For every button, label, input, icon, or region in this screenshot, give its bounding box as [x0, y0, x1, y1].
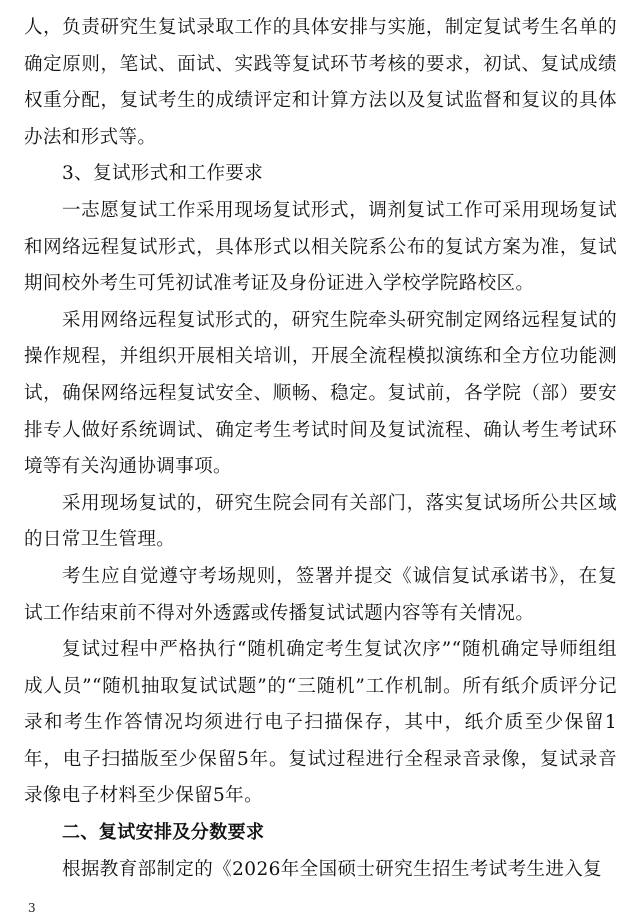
paragraph-three-random: 复试过程中严格执行“随机确定考生复试次序”“随机确定导师组组成人员”“随机抽取复试试题”的“三随机”工作机制。所有纸介质评分记录和考生作答情况均须进行电子扫描保存，其中，纸介质至少保留1年，电子扫描版至少保留5年。复试过程进行全程录音录像，复试录音录像电子材料至少保留5年。	[24, 639, 617, 807]
paragraph-retest-mode: 一志愿复试工作采用现场复试形式，调剂复试工作可采用现场复试和网络远程复试形式，具体形式以相关院系公布的复试方案为准，复试期间校外考生可凭初试准考证及身份证进入学校学院路校区。	[24, 199, 617, 295]
paragraph-ministry-basis: 根据教育部制定的《2026年全国硕士研究生招生考试考生进入复	[62, 858, 603, 880]
paragraph-continued: 人，负责研究生复试录取工作的具体安排与实施，制定复试考生名单的确定原则，笔试、面试、实践等复试环节考核的要求，初试、复试成绩权重分配，复试考生的成绩评定和计算方法以及复试监督和复议的具体办法和形式等。	[24, 17, 617, 148]
paragraph-exam-rules: 考生应自觉遵守考场规则，签署并提交《诚信复试承诺书》，在复试工作结束前不得对外透露或传播复试试题内容等有关情况。	[24, 565, 617, 624]
page-number: 3	[28, 901, 36, 915]
paragraph-onsite-retest: 采用现场复试的，研究生院会同有关部门，落实复试场所公共区域的日常卫生管理。	[24, 492, 617, 551]
section-heading-arrangement: 二、复试安排及分数要求	[62, 822, 265, 844]
subheading-retest-format: 3、复试形式和工作要求	[62, 163, 264, 185]
paragraph-remote-retest: 采用网络远程复试形式的，研究生院牵头研究制定网络远程复试的操作规程，并组织开展相关培训，开展全流程模拟演练和全方位功能测试，确保网络远程复试安全、顺畅、稳定。复试前，各学院（部）要安排专人做好系统调试、确定考生考试时间及复试流程、确认考生考试环境等有关沟通协调事项。	[24, 309, 617, 478]
